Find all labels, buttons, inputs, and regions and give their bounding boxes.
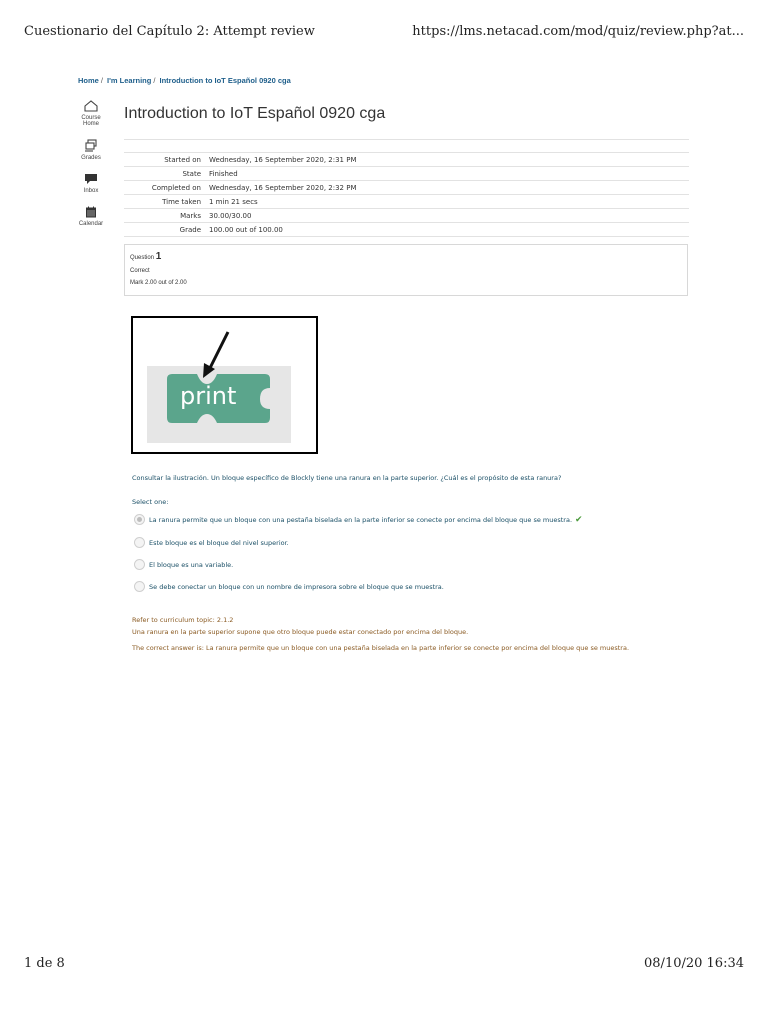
question-info-box bbox=[124, 244, 688, 296]
calendar-icon bbox=[85, 206, 97, 218]
side-nav bbox=[72, 100, 110, 239]
radio-button[interactable] bbox=[134, 537, 145, 548]
question-prefix: Question bbox=[130, 255, 155, 261]
table-row bbox=[124, 195, 689, 209]
nav-course-home[interactable] bbox=[72, 100, 110, 127]
question-number bbox=[130, 251, 682, 262]
table-row bbox=[124, 209, 689, 223]
nav-label: Grades bbox=[81, 155, 101, 161]
divider bbox=[124, 139, 689, 140]
breadcrumb-home[interactable]: Home bbox=[78, 76, 99, 85]
breadcrumb-course[interactable]: Introduction to IoT Español 0920 cga bbox=[159, 76, 291, 85]
answer-option[interactable] bbox=[134, 559, 233, 570]
question-illustration bbox=[131, 316, 318, 454]
illustration-block-label: print bbox=[180, 382, 237, 410]
summary-value: 100.00 out of 100.00 bbox=[205, 223, 689, 237]
answer-option[interactable] bbox=[134, 581, 444, 592]
summary-label: State bbox=[124, 167, 205, 181]
table-row bbox=[124, 153, 689, 167]
answer-option[interactable] bbox=[134, 514, 583, 525]
page-title: Introduction to IoT Español 0920 cga bbox=[124, 105, 386, 122]
select-one-label: Select one: bbox=[132, 498, 169, 506]
nav-grades[interactable] bbox=[72, 139, 110, 161]
checkmark-icon: ✔ bbox=[575, 514, 583, 525]
breadcrumb-separator: / bbox=[153, 76, 156, 85]
summary-label: Grade bbox=[124, 223, 205, 237]
summary-value: Wednesday, 16 September 2020, 2:32 PM bbox=[205, 181, 689, 195]
summary-value: Wednesday, 16 September 2020, 2:31 PM bbox=[205, 153, 689, 167]
print-header-url: https://lms.netacad.com/mod/quiz/review.php?at... bbox=[412, 24, 744, 39]
nav-label: Home bbox=[82, 121, 99, 127]
breadcrumb-learning[interactable]: I'm Learning bbox=[107, 76, 152, 85]
answer-text: La ranura permite que un bloque con una pestaña biselada en la parte inferior se conecte por encima del bloque que se muestra. bbox=[149, 515, 573, 524]
question-mark: Mark 2.00 out of 2.00 bbox=[130, 280, 187, 286]
question-status: Correct bbox=[130, 268, 150, 274]
inbox-icon bbox=[84, 173, 98, 185]
table-row bbox=[124, 181, 689, 195]
answer-text: Este bloque es el bloque del nivel superior. bbox=[149, 538, 289, 547]
table-row bbox=[124, 167, 689, 181]
feedback-explanation: Una ranura en la parte superior supone que otro bloque puede estar conectado por encima del bloque. bbox=[132, 628, 469, 636]
answer-text: El bloque es una variable. bbox=[149, 560, 234, 569]
summary-label: Marks bbox=[124, 209, 205, 223]
summary-label: Time taken bbox=[124, 195, 205, 209]
nav-inbox[interactable] bbox=[72, 173, 110, 194]
print-header-title: Cuestionario del Capítulo 2: Attempt review bbox=[24, 24, 315, 39]
print-datetime: 08/10/20 16:34 bbox=[644, 956, 744, 971]
radio-button[interactable] bbox=[134, 514, 145, 525]
print-header bbox=[24, 24, 744, 40]
breadcrumb-separator: / bbox=[100, 76, 103, 85]
answer-text: Se debe conectar un bloque con un nombre de impresora sobre el bloque que se muestra. bbox=[149, 582, 444, 591]
summary-value: 30.00/30.00 bbox=[205, 209, 689, 223]
question-text: Consultar la ilustración. Un bloque específico de Blockly tiene una ranura en la parte superior. ¿Cuál es el propósito de esta ranura? bbox=[132, 474, 562, 482]
page-count: 1 de 8 bbox=[24, 956, 65, 971]
grades-icon bbox=[84, 139, 98, 152]
radio-button[interactable] bbox=[134, 559, 145, 570]
nav-label: Calendar bbox=[78, 221, 104, 227]
nav-calendar[interactable] bbox=[72, 206, 110, 227]
breadcrumb bbox=[78, 76, 293, 85]
summary-value: Finished bbox=[205, 167, 689, 181]
nav-label: Inbox bbox=[83, 188, 99, 194]
summary-label: Completed on bbox=[124, 181, 205, 195]
home-icon bbox=[84, 100, 98, 112]
feedback-topic: Refer to curriculum topic: 2.1.2 bbox=[132, 616, 234, 624]
nav-label: Course bbox=[81, 115, 101, 121]
table-row bbox=[124, 223, 689, 237]
correct-answer-text: The correct answer is: La ranura permite que un bloque con una pestaña biselada en la parte inferior se conecte por encima del bloque que se muestra. bbox=[132, 644, 630, 652]
question-number-value: 1 bbox=[155, 251, 162, 262]
attempt-summary-table bbox=[124, 153, 689, 237]
summary-value: 1 min 21 secs bbox=[205, 195, 689, 209]
summary-label: Started on bbox=[124, 153, 205, 167]
radio-button[interactable] bbox=[134, 581, 145, 592]
answer-option[interactable] bbox=[134, 537, 289, 548]
